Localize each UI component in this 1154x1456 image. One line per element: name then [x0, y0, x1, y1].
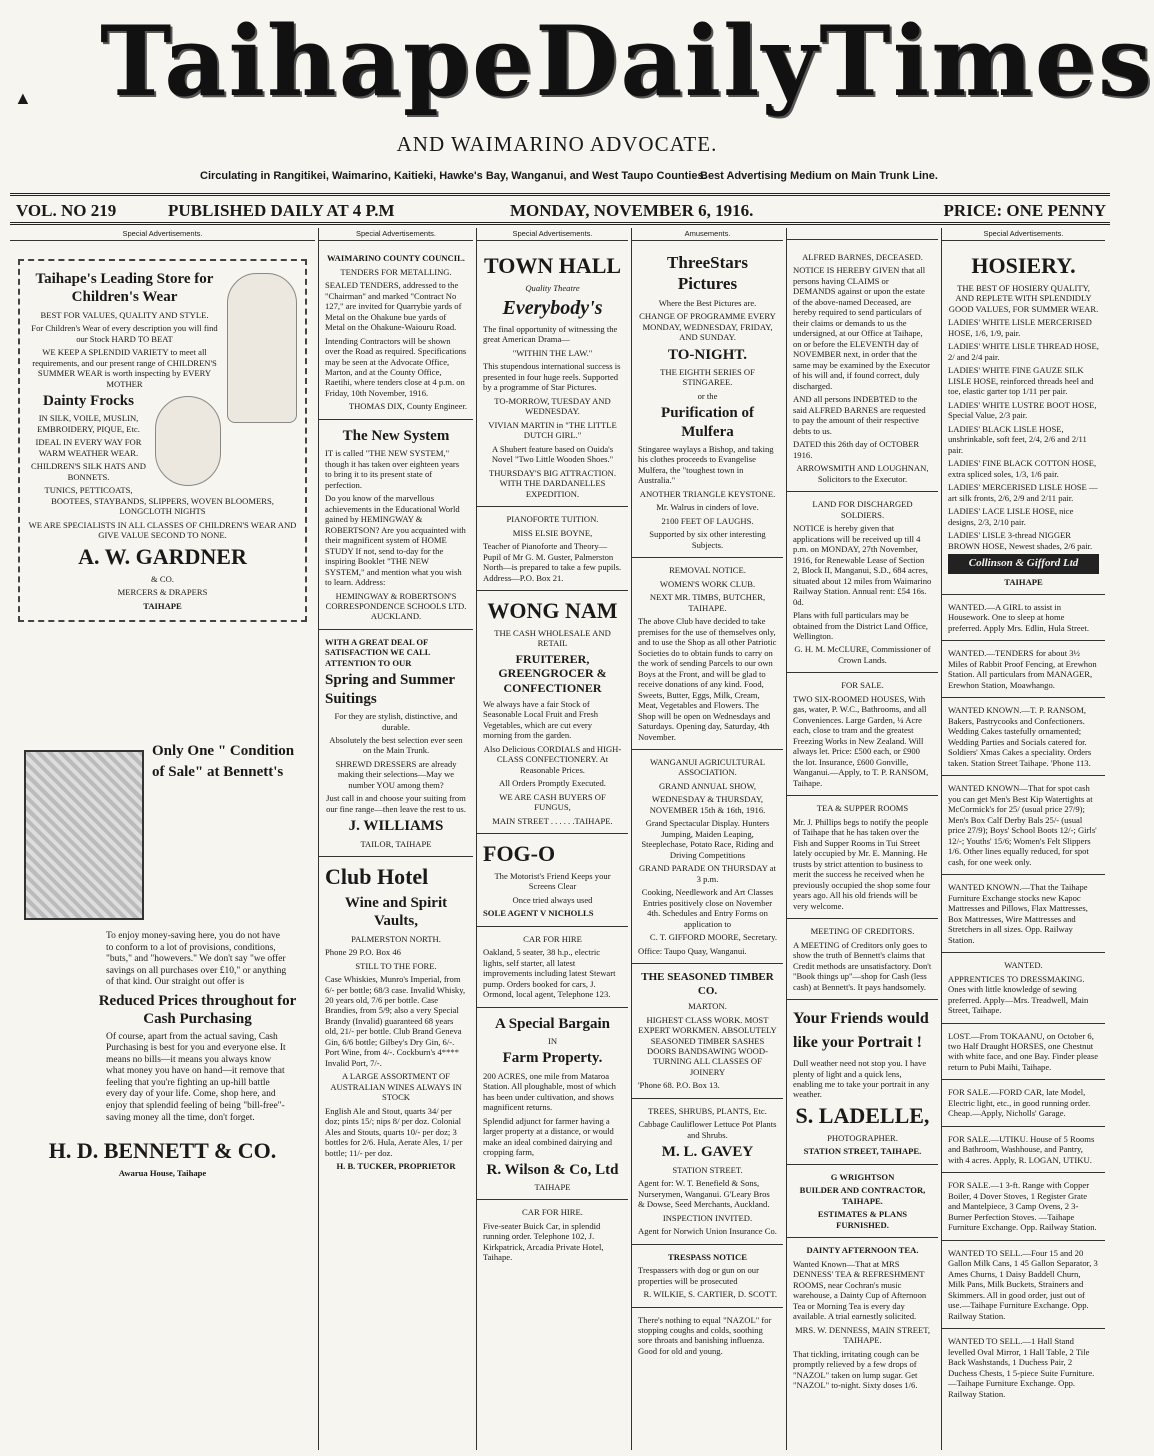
club-phone: Phone 29 P.O. Box 46 — [325, 947, 401, 958]
column-5 — [786, 228, 938, 1450]
wrighton-name: G WRIGHTSON — [830, 1171, 895, 1182]
threestars-title: ThreeStars Pictures — [667, 253, 748, 293]
theatre-tag: Quality Theatre — [525, 282, 580, 293]
wong-sub: THE CASH WHOLESALE AND RETAIL — [494, 627, 611, 649]
hos-p6: LADIES' BLACK LISLE HOSE, unshrinkable, soft feet, 2/4, 2/6 and 2/11 pair. — [948, 423, 1087, 455]
townhall-ad — [477, 246, 628, 507]
circulation-line: Circulating in Rangitikei, Waimarino, Kaitieki, Hawke's Bay, Wanganui, and West Taupo Counties. — [200, 170, 707, 182]
ts-where: Where the Best Pictures are. — [658, 297, 757, 308]
ts-mulfera: Purification of Mulfera — [661, 405, 754, 440]
club-ale: English Ale and Stout, quarts 34/ per doz; pints 15/; nips 8/ per doz. Colonial Ales and Stouts, quarts 10/- per doz; 3 bottles for 2/6. Hula, Aerate Ales, 1/ per bottle; 11/- per doz. — [325, 1105, 463, 1158]
th-shubert: A Shubert feature based on Ouida's Novel "Two Little Wooden Shoes." — [491, 443, 614, 465]
masthead — [0, 0, 1154, 190]
ts-tonight: TO-NIGHT. — [667, 346, 748, 363]
wong-trade: FRUITERER, GREENGROCER & CONFECTIONER — [498, 651, 607, 696]
column-3-head: Special Advertisements. — [477, 228, 628, 241]
meeting-title: MEETING OF CREDITORS. — [810, 926, 915, 937]
council-title: WAIMARINO COUNTY COUNCIL. — [327, 253, 465, 264]
timber-phone: 'Phone 68. P.O. Box 13. — [638, 1080, 720, 1091]
ts-p1: Stingaree waylays a Bishop, and taking his clothes proceeds to Evangelise Mulfera, the "toughest town in Australia." — [638, 443, 774, 486]
bennett-head-1: Only One " Condition — [152, 743, 295, 760]
ts-change: CHANGE OF PROGRAMME EVERY MONDAY, WEDNESDAY, FRIDAY, AND SUNDAY. — [639, 311, 776, 343]
hos-p8: LADIES' MERCERISED LISLE HOSE —art silk fronts, 2/6, 2/9 and 2/11 pair. — [948, 482, 1098, 503]
removal-title: REMOVAL NOTICE. — [669, 565, 746, 576]
sale-4-p: WANTED TO SELL.—Four 15 and 20 Gallon Milk Cans, 1 45 Gallon Separator, 3 Ames Churns, 1 Daisy Baddell Churn, Milk Pans, Milk Buckets, Strainers and Skimmers. All in good order, just out of use.—Taihape Furniture Exchange. Opp. Railway Station. — [948, 1247, 1098, 1321]
gardner-name: A. W. GARDNER — [78, 543, 247, 569]
ts-eighth: THE EIGHTH SERIES OF STINGAREE. — [660, 366, 755, 388]
wanted-3-p: WANTED KNOWN.—T. P. RANSOM, Bakers, Pastrycooks and Confectioners. Wedding Cakes tastefully ornamented; Wedding Parties and Socials catered for. Soldiers' Xmas Cakes a speciality. Orders taken. Station Street Taihape. 'Phone 113. — [948, 705, 1092, 768]
club-town: PALMERSTON NORTH. — [351, 933, 441, 944]
wanted-2 — [942, 641, 1105, 698]
land-p2: Plans with full particulars may be obtained from the District Land Office, Wellington. — [793, 610, 928, 641]
show-date: WEDNESDAY & THURSDAY, NOVEMBER 15th & 16th, 1916. — [649, 794, 766, 815]
tea-p: Mr. J. Phillips begs to notify the people of Taihape that he has taken over the Fish and Supper Rooms in Tui Street lately occupied by Mr. E. Manning. He trusts by strict attention to business to merit the success he received when he previously occupied the shop some four years ago. All his old friends will be very welcome. — [793, 816, 931, 911]
dainty-sig: MRS. W. DENNESS, MAIN STREET, TAIHAPE. — [795, 1324, 930, 1346]
fogo-title: FOG-O — [483, 841, 556, 867]
meeting-p: A MEETING of Creditors only goes to show the truth of Bennett's claims that Credit methods are unsatisfactory. Don't "Book things up"—shop for Cash (less cash) at Bennett's. It pays handsomely. — [793, 939, 932, 992]
everybodys-logo: Everybody's — [502, 297, 603, 320]
tea-title: TEA & SUPPER ROOMS — [816, 803, 909, 814]
wanted-5 — [942, 875, 1105, 953]
williams-p4: SHREWD DRESSERS are already making their selections—May we number YOU among them? — [335, 758, 457, 790]
trespass-title: TRESPASS NOTICE — [668, 1251, 747, 1262]
tea-ad — [787, 796, 938, 919]
sale-5-p: WANTED TO SELL.—1 Hall Stand levelled Oval Mirror, 1 Hall Table, 2 Tile Back Washstands, 1 Duchess Pair, 2 Duchess Chests, 1 5-piece Suite Furniture.—Taihape Furniture Exchange. Opp. Railway Station. — [948, 1336, 1095, 1399]
club-still: STILL TO THE FORE. — [355, 960, 437, 971]
column-4-head: Amusements. — [632, 228, 783, 241]
williams-ad — [319, 630, 473, 857]
issue-date: MONDAY, NOVEMBER 6, 1916. — [510, 201, 754, 220]
williams-name: J. WILLIAMS — [348, 818, 444, 835]
car-hire-2-title: CAR FOR HIRE. — [522, 1207, 583, 1218]
column-2-head: Special Advertisements. — [319, 228, 473, 241]
sale-3 — [942, 1173, 1105, 1240]
show-parade: GRAND PARADE ON THURSDAY at 3 p.m. — [639, 863, 776, 884]
club-sub: Wine and Spirit Vaults, — [344, 894, 448, 930]
lost-ad — [942, 1024, 1105, 1081]
hos-p7: LADIES' FINE BLACK COTTON HOSE, extra spliced soles, 1/3, 1/6 pair. — [948, 458, 1097, 479]
title-word-1: Taihape — [100, 5, 536, 118]
williams-p1: WITH A GREAT DEAL OF SATISFACTION WE CALL ATTENTION TO OUR — [325, 636, 431, 668]
gavey-invite: INSPECTION INVITED. — [662, 1212, 753, 1223]
bennett-addr: Awarua House, Taihape — [118, 1167, 207, 1178]
gavey-top: TREES, SHRUBS, PLANTS, Etc. — [648, 1105, 767, 1116]
wanted-1-p: WANTED.—A GIRL to assist in Housework. One to sleep at home preferred. Apply Mrs. Edlin, Hula Street. — [948, 602, 1090, 633]
nazol-ad — [632, 1308, 783, 1364]
wanted-3 — [942, 698, 1105, 776]
car-hire-ad — [477, 927, 628, 1008]
bargain-p1: 200 ACRES, one mile from Mataroa Station. All ploughable, most of which has been under cultivation, and shows magnificent returns. — [483, 1070, 616, 1113]
threestars-ad — [632, 246, 783, 558]
tenders-p2: Intending Contractors will be shown over the Road as required. Specifications may be seen at the Advocate Office, Marton, and at the County Office, Raetihi, where tenders close at 4 p.m. on Friday, 10th November, 1916. — [325, 335, 467, 398]
title-word-3: Times — [819, 5, 1154, 118]
wong-p2: Also Delicious CORDIALS and HIGH-CLASS CONFECTIONERY. At Reasonable Prices. — [483, 743, 622, 775]
timber-p: HIGHEST CLASS WORK. MOST EXPERT WORKMEN. ABSOLUTELY SEASONED TIMBER SASHES DOORS BANDSAWING WOOD-TURNING ALL CLASSES OF JOINERY — [638, 1014, 777, 1077]
council-ad — [319, 246, 473, 420]
piano-p: Teacher of Pianoforte and Theory—Pupil of Mr G. M. Guster, Palmerston North—is prepared to take a few pupils. Address—P.O. Box 21. — [483, 541, 622, 583]
car-hire-2-p: Five-seater Buick Car, in splendid running order. Telephone 102, J. Kirkpatrick, Arcadia Private Hotel, Taihape. — [483, 1220, 604, 1263]
bargain-title: A Special Bargain — [494, 1015, 610, 1032]
newsys-school: HEMINGWAY & ROBERTSON'S CORRESPONDENCE SCHOOLS LTD. AUCKLAND. — [325, 590, 467, 622]
show-title: GRAND ANNUAL SHOW, — [658, 780, 756, 791]
collinson-town: TAIHAPE — [1004, 576, 1043, 587]
fogo-ad — [477, 834, 628, 927]
ts-laughs: 2100 FEET OF LAUGHS. — [661, 515, 754, 526]
silk-hats: CHILDREN'S SILK HATS AND BONNETS. — [31, 461, 146, 482]
barnes-p1: NOTICE IS HEREBY GIVEN that all persons having CLAIMS or DEMANDS against or upon the estate of the above-named Deceased, are hereby required to send particulars of their claims or demands to us the undersigned, at our Office at Taihape, on or before the ELEVENTH day of NOVEMBER next, in order that the same may be examined by the Executor of his will and, if found correct, duly discharged. — [793, 265, 930, 391]
friends-p: Dull weather need not stop you. I have plenty of light and a quick lens, enabling me to take your portrait in any weather. — [793, 1058, 930, 1100]
bargain-in: IN — [547, 1035, 558, 1046]
sale-2-p: FOR SALE.—UTIKU. House of 5 Rooms and Bathroom, Washhouse, and Pantry, with 4 acres. Apply, R. LOGAN, UTIKU. — [948, 1133, 1095, 1165]
show-sec: C. T. GIFFORD MOORE, Secretary. — [649, 932, 777, 943]
best-medium-line: Best Advertising Medium on Main Trunk Line. — [700, 170, 938, 182]
gavey-ad — [632, 1099, 783, 1245]
wilson-town: TAIHAPE — [534, 1181, 571, 1192]
wong-fungus: WE ARE CASH BUYERS OF FUNGUS, — [499, 791, 606, 813]
bennett-name: H. D. BENNETT & CO. — [48, 1138, 277, 1164]
frocks-title: Dainty Frocks — [43, 393, 134, 410]
wanted-4 — [942, 776, 1105, 875]
trespass-ad — [632, 1245, 783, 1308]
sale-1 — [942, 1080, 1105, 1126]
land-title: LAND FOR DISCHARGED SOLDIERS. — [812, 499, 913, 520]
hos-p1: THE BEST OF HOSIERY QUALITY, AND REPLETE WITH SPLENDIDLY GOOD VALUES, FOR SUMMER WEAR. — [948, 282, 1099, 314]
bargain-farm: Farm Property. — [502, 1050, 603, 1067]
forsale-title: FOR SALE. — [841, 680, 884, 691]
volume-number: VOL. NO 219 — [16, 201, 117, 220]
dateline — [10, 193, 1110, 225]
gavey-st: STATION STREET. — [672, 1164, 743, 1175]
wong-p3: All Orders Promptly Executed. — [499, 778, 606, 789]
timber-town: MARTON. — [688, 1001, 727, 1012]
club-large: A LARGE ASSORTMENT OF AUSTRALIAN WINES ALWAYS IN STOCK — [330, 1071, 462, 1103]
published-line: PUBLISHED DAILY AT 4 P.M — [168, 201, 395, 220]
newspaper-title — [100, 5, 1154, 118]
th-within: "WITHIN THE LAW." — [512, 347, 593, 358]
forsale-p: TWO SIX-ROOMED HOUSES, With gas, water, P. W.C., Bathrooms, and all Conveniences. Large Garden, ¼ Acre each, close to tram and the greatest Freezing Works in New Zealand. Will always let. Price: £500 each, or £900 the lot. Insurance, £600 Gonville, Wanganui.—Apply, to T. P. RANSOM, Taihape. — [793, 693, 929, 788]
sale-5 — [942, 1329, 1105, 1406]
barnes-p2: AND all persons INDEBTED to the said ALFRED BARNES are requested to pay the amount of their respective debts to us. — [793, 394, 926, 436]
club-list: Case Whiskies, Munro's Imperial, from 6/- per bottle; 68/3 case. Invalid Whisky, 20 years old, 7/6 per bottle. Case Brandies, from 5/9; also a very Special Brandy (Invalid) guaranteed 68 years old, 21/- per bottle. Club Brand Geneva Gin, 6/6 bottle; Gilbey's Dry Gin, 6/-. Port Wine, from 4/-. Cockburn's 4**** Invalid Port, 7/-. — [325, 974, 466, 1068]
lost-p: LOST.—From TOKAANU, on October 6, two Half Draught HORSES, one Chestnut with white face, and one Bay. Finder please return to Pubi Maihi, Taihape. — [948, 1030, 1099, 1072]
bargain-ad — [477, 1008, 628, 1201]
hos-p5: LADIES' WHITE LUSTRE BOOT HOSE, Special Value, 2/3 pair. — [948, 399, 1097, 421]
car-hire-p: Oakland, 5 seater, 38 h.p., electric lights, self starter, all latest improvements including latest Stewart pump. Orders booked for cars, J. Ormond, local agent, Telephone 123. — [483, 947, 616, 1000]
store-p2: WE KEEP A SPLENDID VARIETY to meet all requirements, and our present range of CHILDREN'S SUMMER WEAR is worth inspecting by EVERY MOTHER — [32, 347, 217, 389]
collinson-logo: Collinson & Gifford Ltd — [948, 554, 1099, 573]
piano-title: PIANOFORTE TUITION. — [506, 514, 599, 525]
ts-walrus: Mr. Walrus in cinders of love. — [656, 502, 759, 513]
hos-p10: LADIES' LISLE 3-thread NIGGER BROWN HOSE, Newest shades, 2/6 pair. — [948, 530, 1093, 551]
girl-hat-illustration — [155, 396, 221, 486]
bennett-head-2: of Sale" at Bennett's — [152, 764, 284, 781]
specialists: WE ARE SPECIALISTS IN ALL CLASSES OF CHILDREN'S WEAR AND GIVE VALUE SECOND TO NONE. — [28, 519, 297, 541]
store-title: Taihape's Leading Store for Children's Wear — [35, 271, 214, 306]
wanted-5-p: WANTED KNOWN.—That the Taihape Furniture Exchange stocks new Kapoc Mattresses and Pillows, Flax Mattresses, Box Mattresses, Wire Mattresses and Stretchers in all sizes. Opp. Railway Station. — [948, 882, 1088, 945]
wong-title: WONG NAM — [487, 598, 618, 624]
price: PRICE: ONE PENNY — [943, 201, 1106, 220]
wrighton-est: ESTIMATES & PLANS FURNISHED. — [817, 1209, 908, 1230]
column-1 — [10, 228, 315, 1450]
removal-ad — [632, 558, 783, 750]
gavey-ins: Agent for Norwich Union Insurance Co. — [638, 1226, 777, 1237]
trespass-p: Trespassers with dog or gun on our properties will be prosecuted — [638, 1265, 759, 1286]
piano-name: MISS ELSIE BOYNE, — [512, 527, 593, 538]
timber-title: THE SEASONED TIMBER CO. — [641, 971, 774, 997]
club-prop: H. B. TUCKER, PROPRIETOR — [336, 1161, 456, 1172]
fogo-p1: The Motorist's Friend Keeps your Screens Clear — [494, 870, 611, 892]
gavey-agent: Agent for: W. T. Benefield & Sons, Nurserymen, Wanganui. G'Leary Bros & Dowse, Seed Merchants, Auckland. — [638, 1178, 770, 1210]
bennett-reduced: Reduced Prices throughout for Cash Purchasing — [98, 992, 297, 1028]
hos-p2: LADIES' WHITE LISLE MERCERISED HOSE, 1/6, 1/9, pair. — [948, 317, 1092, 338]
club-title: Club Hotel — [325, 864, 429, 890]
hos-p3: LADIES' WHITE LISLE THREAD HOSE, 2/ and 2/4 pair. — [948, 341, 1099, 362]
forsale-ad — [787, 673, 938, 796]
newsystem-ad — [319, 420, 473, 630]
wrighton-p: BUILDER AND CONTRACTOR, TAIHAPE. — [799, 1185, 926, 1206]
column-5-head — [787, 228, 938, 240]
wanted-6 — [942, 953, 1105, 1023]
gardner-ad — [18, 259, 307, 622]
th-tomorrow: TO-MORROW, TUESDAY AND WEDNESDAY. — [494, 395, 611, 417]
tenders-p1: SEALED TENDERS, addressed to the "Chairman" and marked "Contract No 127," are invited for Quarrybie yards of Metal on the Ohakune bue yards of Metal on the Ohakune-Waiouru Road. — [325, 280, 462, 333]
sale-4 — [942, 1241, 1105, 1329]
car-hire-title: CAR FOR HIRE — [523, 933, 582, 944]
club-hotel-ad — [319, 857, 473, 1179]
ladelle-ad — [787, 1000, 938, 1165]
ts-keystone: ANOTHER TRIANGLE KEYSTONE. — [639, 488, 776, 499]
child-illustration — [227, 273, 297, 423]
williams-p5: Just call in and choose your suiting from our fine range—then leave the rest to us. — [326, 793, 466, 814]
show-office: Office: Taupo Quay, Wanganui. — [638, 945, 747, 956]
meeting-ad — [787, 919, 938, 1000]
wilson-name: R. Wilson & Co, Ltd — [486, 1161, 619, 1178]
gavey-name: M. L. GAVEY — [661, 1144, 754, 1161]
sale-2 — [942, 1127, 1105, 1173]
land-p: NOTICE is hereby given that applications will be received up till 4 p.m. on MONDAY, 27th November, 1916, for Renewable Lease of Section 2, Block II, Manganui, S.D., 684 acres, situated about 12 miles from Waimarino Railway Station. Annual rent: £54 16s. 0d. — [793, 523, 932, 607]
fogo-p2: Once tried always used — [512, 894, 593, 905]
tenders-sig: THOMAS DIX, County Engineer. — [348, 401, 467, 412]
show-ad — [632, 750, 783, 964]
show-p2: Cooking, Needlework and Art Classes Entries positively close on November 4th. Schedules and Entry Forms on application to — [641, 887, 774, 929]
tunics: TUNICS, PETTICOATS, BOOTEES, STAYBANDS, SLIPPERS, WOVEN BLOOMERS, LONGCLOTH NIGHTS — [44, 485, 274, 517]
bennett-p2: Of course, apart from the actual saving, Cash Purchasing is best for you and everyone else. It means no bills—it means you always know what money you have on hand—it remove that feeling that you're fighting an up-hill battle every day of your life. Come, shop here, and enjoy that splendid feeling of being "bill-free"-saving money all the time, don't forget. — [106, 1031, 286, 1123]
land-sig: G. H. M. McCLURE, Commissioner of Crown Lands. — [794, 644, 931, 665]
gardner-co: & CO. — [151, 573, 174, 584]
wanted-4-p: WANTED KNOWN—That for spot cash you can get Men's Best Kip Watertights at McCormick's for 25/ (usual price 27/9); Men's Box Calf Derby Bals 25/- (usual price 27/9); Boys' School Boots 12/-; Girls' 12/-; Youths' 15/6; Women's Felt Slippers 1/6. Other lines equally reduced, for spot cash, for one week only. — [948, 783, 1097, 867]
show-p: Grand Spectacular Display. Hunters Jumping, Maiden Leaping, Steeplechase, Potato Race, Riding and Driving Competitions — [641, 818, 774, 860]
bennett-portrait — [24, 750, 144, 920]
th-p1: The final opportunity of witnessing the great American Drama— — [483, 323, 618, 345]
wong-ad — [477, 591, 628, 834]
barnes-sig: ARROWSMITH AND LOUGHNAN, Solicitors to the Executor. — [796, 463, 929, 484]
subtitle: AND WAIMARINO ADVOCATE. — [396, 132, 718, 156]
dainty-title: DAINTY AFTERNOON TEA. — [806, 1245, 919, 1256]
store-p1: For Children's Wear of every description you will find our Stock HARD TO BEAT — [31, 323, 218, 344]
hosiery-title: HOSIERY. — [971, 253, 1076, 279]
trespass-sig: R. WILKIE, S. CARTIER, D. SCOTT. — [643, 1289, 777, 1300]
ladelle-st: STATION STREET, TAIHAPE. — [803, 1146, 922, 1157]
wanted-1 — [942, 595, 1105, 641]
wwc-title: WOMEN'S WORK CLUB. — [659, 578, 756, 589]
nazol-p: There's nothing to equal "NAZOL" for stopping coughs and colds, soothing sore throats and banishing influenza. Good for old and young. — [638, 1314, 772, 1356]
townhall-title: TOWN HALL — [483, 253, 622, 279]
wanted-6-head: WANTED. — [1004, 960, 1043, 971]
land-ad — [787, 492, 938, 673]
th-p2: This stupendous international success is presented in four huge reels. Supported by a programme of Star Pictures. — [483, 361, 621, 393]
wwc-next: NEXT MR. TIMBS, BUTCHER, TAIHAPE. — [649, 592, 766, 613]
sale-1-p: FOR SALE.—FORD CAR, late Model, Electric light, etc., in good running order. Cheap.—Apply, Nicholls' Garage. — [948, 1087, 1091, 1119]
th-vivian: VIVIAN MARTIN in "THE LITTLE DUTCH GIRL." — [488, 419, 617, 441]
wwc-p: The above Club have decided to take premises for the use of themselves only, and to use the Shop as all other Patriotic Societies do to obtain funds to carry on the work of sending Parcels to our own Boys at the Front, and will be glad to receive donations of any kind. Food, Sweets, Butter, Eggs, Milk, Cream, Meat, Vegetables and Flowers. The Shop will be open on Wednesdays and Saturdays. Opening day, Saturday, 4th November. — [638, 616, 777, 742]
bennett-p1: To enjoy money-saving here, you do not have to conform to a lot of provisions, conditions, "buts," and "howevers." We don't say "we offer savings on all purchases over £10," or anything of that kind. Our straight out offer is — [106, 931, 287, 988]
newsys-p2: Do you know of the marvellous achievements in the Educational World gained by HEMINGWAY & ROBERTSON? Are you acquainted with their magnificent system of HOME STUDY If not, send to-day for the inspiring Booklet "THE NEW SYSTEM," and mention what you wish to learn. Address: — [325, 493, 466, 588]
ladelle-name: S. LADELLE, — [795, 1102, 930, 1128]
ladelle-sub: PHOTOGRAPHER. — [827, 1132, 898, 1143]
wanganui-title: WANGANUI AGRICULTURAL ASSOCIATION. — [650, 757, 765, 778]
newsys-p1: IT is called "THE NEW SYSTEM," though it has taken over eighteen years to bring it to its present state of perfection. — [325, 448, 460, 490]
car-hire-2-ad — [477, 1200, 628, 1269]
column-6-head: Special Advertisements. — [942, 228, 1105, 241]
barnes-p3: DATED this 26th day of OCTOBER 1916. — [793, 439, 920, 460]
piano-ad — [477, 507, 628, 591]
timber-ad — [632, 964, 783, 1099]
wanted-6-p: APPRENTICES TO DRESSMAKING. Ones with little knowledge of sewing preferred. Apply—Mrs. Treadwell, Main Street, Taihape. — [948, 973, 1089, 1016]
title-word-2: Daily — [535, 5, 820, 118]
triangle-icon: ▲ — [14, 88, 32, 108]
ts-supported: Supported by six other interesting Subjects. — [649, 529, 766, 550]
friends-title: Your Friends would like your Portrait ! — [793, 1010, 929, 1052]
barnes-title: ALFRED BARNES, DECEASED. — [802, 252, 923, 262]
bargain-p2: Splendid adjunct for farmer having a larger property at a distance, or would make an ideal combined dairying and cropping farm, — [483, 1115, 614, 1158]
gardner-trade: MERCERS & DRAPERS — [117, 587, 208, 598]
sale-3-p: FOR SALE.—1 3-ft. Range with Copper Boiler, 4 Dover Stoves, 1 Register Grate and Mantelpiece, 3 Camp Ovens, 2 3-Burner Perfection Stoves. —Taihape Furniture Exchange. Opp. Railway Station. — [948, 1180, 1097, 1233]
wong-p1: We always have a fair Stock of Seasonable Local Fruit and Fresh Vegetables, which are cut every morning from the garden. — [483, 698, 599, 741]
column-1-head: Special Advertisements. — [10, 228, 315, 241]
hos-p9: LADIES' LACE LISLE HOSE, nice designs, 2/3, 2/10 pair. — [948, 506, 1074, 527]
fogo-agent: SOLE AGENT V NICHOLLS — [483, 908, 594, 919]
wanted-2-p: WANTED.—TENDERS for about 3½ Miles of Rabbit Proof Fencing, at Erewhon Station. All particulars from MANAGER, Erewhon Station, Moawhango. — [948, 648, 1097, 690]
column-3 — [476, 228, 628, 1450]
williams-addr: TAILOR, TAIHAPE — [360, 838, 432, 849]
wrighton-ad — [787, 1165, 938, 1238]
dainty-p2: That tickling, irritating cough can be promptly relieved by a few drops of "NAZOL" taken on lump sugar. Get "NAZOL" to-night. Sixty doses 1/6. — [793, 1348, 920, 1390]
williams-spring: Spring and Summer Suitings — [325, 672, 455, 707]
gardner-town: TAIHAPE — [143, 600, 182, 611]
gavey-cab: Cabbage Cauliflower Lettuce Pot Plants and Shrubs. — [638, 1119, 777, 1140]
frocks-p: IN SILK, VOILE, MUSLIN, EMBROIDERY, PIQUE, Etc. — [37, 413, 140, 434]
ts-or: or the — [697, 390, 718, 401]
tenders-title: TENDERS FOR METALLING. — [340, 266, 452, 277]
hosiery-ad — [942, 246, 1105, 595]
th-thursday: THURSDAY'S BIG ATTRACTION. WITH THE DARDANELLES EXPEDITION. — [488, 467, 617, 499]
williams-p2: For they are stylish, distinctive, and durable. — [334, 711, 458, 732]
hos-p4: LADIES' WHITE FINE GAUZE SILK LISLE HOSE, reinforced threads heel and toe, elastic garter top 1/11 per pair. — [948, 365, 1094, 397]
store-tag: BEST FOR VALUES, QUALITY AND STYLE. — [40, 309, 209, 320]
newsys-title: The New System — [342, 427, 450, 444]
bennett-ad — [10, 742, 315, 1178]
frocks-ideal: IDEAL IN EVERY WAY FOR WARM WEATHER WEAR. — [35, 437, 142, 458]
wong-addr: MAIN STREET . . . . . .TAIHAPE. — [492, 815, 613, 826]
dainty-p: Wanted Known—That at MRS DENNESS' TEA & REFRESHMENT ROOMS, near Cochran's music warehouse, a Dainty Cup of Afternoon Tea or Morning Tea is every day available. A trial earnestly solicited. — [793, 1258, 927, 1322]
column-2 — [318, 228, 473, 1450]
williams-p3: Absolutely the best selection ever seen on the Main Trunk. — [329, 734, 463, 756]
column-6 — [941, 228, 1105, 1450]
barnes-ad — [787, 245, 938, 492]
dainty-ad — [787, 1238, 938, 1397]
column-4 — [631, 228, 783, 1450]
